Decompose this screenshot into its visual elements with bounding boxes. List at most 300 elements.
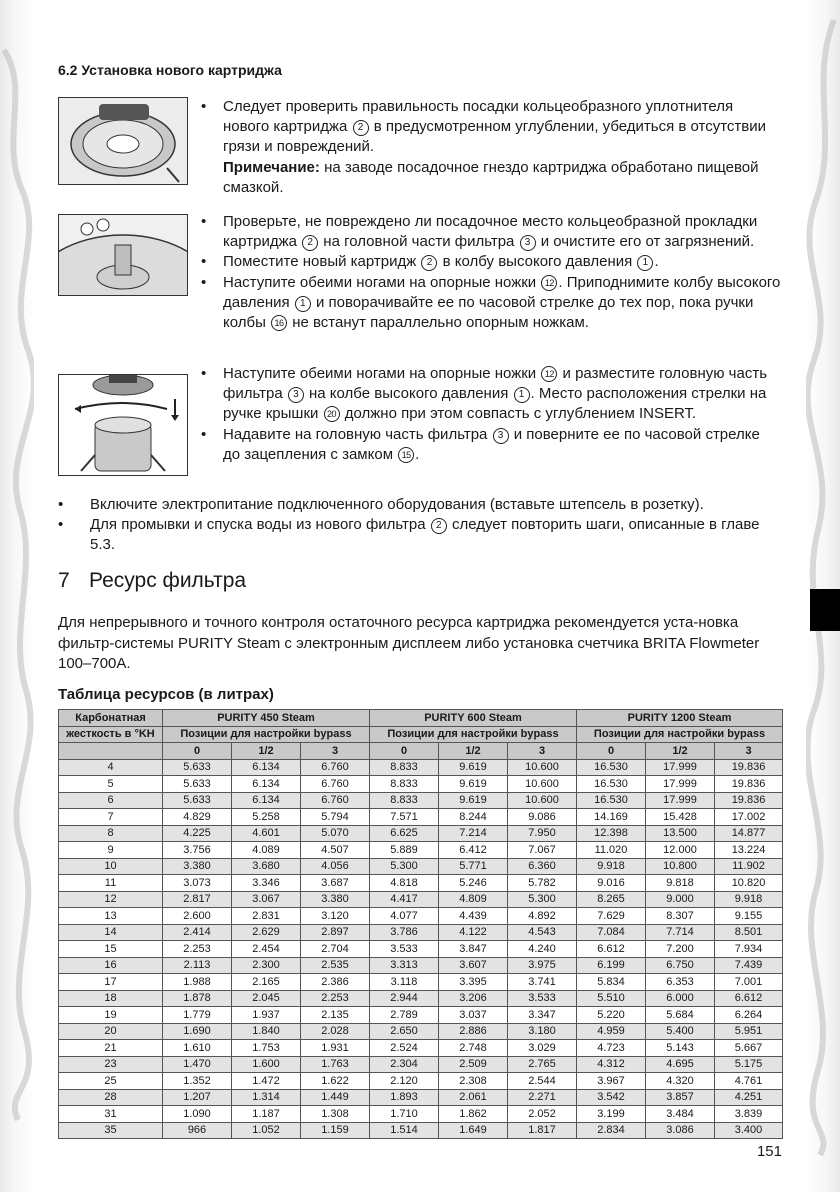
callout-number: 1 xyxy=(514,387,530,403)
instruction-text: и очистите его от загрязнений. xyxy=(536,233,755,251)
capacity-cell: 2.045 xyxy=(232,990,301,1007)
table-row xyxy=(59,941,783,958)
capacity-cell: 3.607 xyxy=(439,957,508,974)
table-row xyxy=(59,908,783,925)
capacity-cell: 2.897 xyxy=(301,924,370,941)
instruction-block-2 xyxy=(201,212,781,333)
capacity-cell: 17.999 xyxy=(646,759,715,776)
table-row xyxy=(59,990,783,1007)
callout-number: 2 xyxy=(353,120,369,136)
capacity-cell: 16.530 xyxy=(577,759,646,776)
capacity-cell: 11.020 xyxy=(577,842,646,859)
capacity-cell: 4.809 xyxy=(439,891,508,908)
hardness-cell: 18 xyxy=(59,990,163,1007)
capacity-cell: 3.073 xyxy=(163,875,232,892)
hardness-cell: 7 xyxy=(59,809,163,826)
capacity-cell: 2.454 xyxy=(232,941,301,958)
capacity-cell: 1.710 xyxy=(370,1106,439,1123)
instruction-text: и поворачивайте ее по часовой стрелке до тех пор, пока ручки колбы xyxy=(223,293,754,332)
capacity-cell: 1.931 xyxy=(301,1040,370,1057)
capacity-cell: 3.680 xyxy=(232,858,301,875)
capacity-cell: 9.000 xyxy=(646,891,715,908)
table-row xyxy=(59,891,783,908)
callout-number: 15 xyxy=(398,447,414,463)
table-header-row xyxy=(59,710,783,727)
callout-number: 3 xyxy=(493,428,509,444)
figure-filter-head xyxy=(58,214,188,296)
capacity-cell: 1.472 xyxy=(232,1073,301,1090)
capacity-cell: 3.741 xyxy=(508,974,577,991)
hardness-cell: 15 xyxy=(59,941,163,958)
cartridge-seal-illustration xyxy=(59,98,187,184)
callout-number: 16 xyxy=(271,315,287,331)
capacity-cell: 4.959 xyxy=(577,1023,646,1040)
position-header: 1/2 xyxy=(646,743,715,760)
instruction-text: на головной части фильтра xyxy=(319,233,519,251)
capacity-cell: 4.543 xyxy=(508,924,577,941)
final-instructions xyxy=(58,495,782,556)
capacity-cell: 9.619 xyxy=(439,776,508,793)
hardness-cell: 14 xyxy=(59,924,163,941)
capacity-cell: 2.509 xyxy=(439,1056,508,1073)
capacity-cell: 4.122 xyxy=(439,924,508,941)
instruction-text: на колбе высокого давления xyxy=(304,385,513,403)
capacity-cell: 966 xyxy=(163,1122,232,1139)
capacity-cell: 2.834 xyxy=(577,1122,646,1139)
callout-number: 12 xyxy=(541,275,557,291)
capacity-cell: 1.314 xyxy=(232,1089,301,1106)
capacity-cell: 1.753 xyxy=(232,1040,301,1057)
capacity-cell: 17.999 xyxy=(646,792,715,809)
capacity-cell: 1.187 xyxy=(232,1106,301,1123)
chapter-number: 7 xyxy=(58,569,70,592)
capacity-cell: 1.763 xyxy=(301,1056,370,1073)
capacity-cell: 3.857 xyxy=(646,1089,715,1106)
capacity-cell: 13.224 xyxy=(715,842,783,859)
capacity-cell: 2.831 xyxy=(232,908,301,925)
table-row xyxy=(59,1056,783,1073)
capacity-cell: 17.002 xyxy=(715,809,783,826)
capacity-cell: 5.633 xyxy=(163,792,232,809)
table-row xyxy=(59,858,783,875)
figure-filter-assembly xyxy=(58,374,188,476)
capacity-cell: 4.723 xyxy=(577,1040,646,1057)
group-header: PURITY 600 Steam xyxy=(370,710,577,727)
capacity-cell: 2.386 xyxy=(301,974,370,991)
capacity-cell: 5.667 xyxy=(715,1040,783,1057)
capacity-cell: 5.400 xyxy=(646,1023,715,1040)
callout-number: 12 xyxy=(541,366,557,382)
table-row xyxy=(59,825,783,842)
position-header: 3 xyxy=(301,743,370,760)
capacity-cell: 7.001 xyxy=(715,974,783,991)
hardness-cell: 10 xyxy=(59,858,163,875)
filter-assembly-illustration xyxy=(59,375,187,475)
capacity-cell: 2.817 xyxy=(163,891,232,908)
capacity-cell: 1.514 xyxy=(370,1122,439,1139)
instruction-text: Надавите на головную часть фильтра xyxy=(223,425,492,443)
capacity-cell: 9.918 xyxy=(715,891,783,908)
instruction-bullet xyxy=(201,97,781,158)
callout-number: 2 xyxy=(302,235,318,251)
table-row xyxy=(59,1023,783,1040)
page-edge-left xyxy=(0,0,34,1192)
capacity-cell: 16.530 xyxy=(577,792,646,809)
callout-number: 3 xyxy=(520,235,536,251)
instruction-text: Поместите новый картридж xyxy=(223,253,421,271)
capacity-cell: 6.134 xyxy=(232,759,301,776)
capacity-cell: 3.756 xyxy=(163,842,232,859)
capacity-cell: 19.836 xyxy=(715,776,783,793)
capacity-cell: 3.029 xyxy=(508,1040,577,1057)
capacity-cell: 8.501 xyxy=(715,924,783,941)
capacity-cell: 6.134 xyxy=(232,792,301,809)
capacity-cell: 2.165 xyxy=(232,974,301,991)
hardness-cell: 21 xyxy=(59,1040,163,1057)
instruction-text: Для промывки и спуска воды из нового фильтра xyxy=(90,516,430,534)
table-row xyxy=(59,776,783,793)
capacity-cell: 2.414 xyxy=(163,924,232,941)
capacity-cell: 3.347 xyxy=(508,1007,577,1024)
capacity-cell: 3.118 xyxy=(370,974,439,991)
callout-number: 2 xyxy=(421,255,437,271)
capacity-cell: 3.313 xyxy=(370,957,439,974)
capacity-cell: 2.748 xyxy=(439,1040,508,1057)
hardness-cell: 23 xyxy=(59,1056,163,1073)
instruction-text: Следует проверить правильность посадки кольцеобразного уплотнителя нового картриджа xyxy=(223,98,734,136)
capacity-cell: 4.320 xyxy=(646,1073,715,1090)
capacity-cell: 6.750 xyxy=(646,957,715,974)
capacity-cell: 3.199 xyxy=(577,1106,646,1123)
hardness-cell: 35 xyxy=(59,1122,163,1139)
instruction-text: Наступите обеими ногами на опорные ножки xyxy=(223,365,541,382)
capacity-cell: 7.571 xyxy=(370,809,439,826)
table-row xyxy=(59,957,783,974)
capacity-cell: 1.690 xyxy=(163,1023,232,1040)
capacity-cell: 4.417 xyxy=(370,891,439,908)
bypass-header: Позиции для настройки bypass xyxy=(163,726,370,743)
capacity-cell: 5.300 xyxy=(370,858,439,875)
capacity-cell: 3.484 xyxy=(646,1106,715,1123)
capacity-cell: 7.067 xyxy=(508,842,577,859)
instruction-bullet xyxy=(58,495,782,515)
capacity-cell: 5.951 xyxy=(715,1023,783,1040)
hardness-cell: 31 xyxy=(59,1106,163,1123)
capacity-cell: 14.169 xyxy=(577,809,646,826)
table-header-row xyxy=(59,726,783,743)
instruction-text: и разместите головную часть фильтра xyxy=(223,365,768,403)
capacity-cell: 2.650 xyxy=(370,1023,439,1040)
capacity-cell: 4.507 xyxy=(301,842,370,859)
capacity-cell: 2.113 xyxy=(163,957,232,974)
group-header: PURITY 1200 Steam xyxy=(577,710,783,727)
capacity-cell: 3.533 xyxy=(370,941,439,958)
table-row xyxy=(59,842,783,859)
position-header: 1/2 xyxy=(439,743,508,760)
table-row xyxy=(59,809,783,826)
capacity-cell: 1.988 xyxy=(163,974,232,991)
capacity-cell: 7.950 xyxy=(508,825,577,842)
capacity-cell: 5.175 xyxy=(715,1056,783,1073)
capacity-cell: 1.159 xyxy=(301,1122,370,1139)
capacity-cell: 1.840 xyxy=(232,1023,301,1040)
capacity-cell: 5.300 xyxy=(508,891,577,908)
capacity-cell: 8.265 xyxy=(577,891,646,908)
hardness-cell: 12 xyxy=(59,891,163,908)
capacity-cell: 2.052 xyxy=(508,1106,577,1123)
capacity-cell: 6.760 xyxy=(301,792,370,809)
capacity-cell: 3.067 xyxy=(232,891,301,908)
table-row xyxy=(59,924,783,941)
callout-number: 1 xyxy=(637,255,653,271)
capacity-cell: 16.530 xyxy=(577,776,646,793)
filter-head-illustration xyxy=(59,215,187,295)
decorative-swirl-right xyxy=(806,10,840,1160)
capacity-cell: 5.889 xyxy=(370,842,439,859)
capacity-cell: 6.412 xyxy=(439,842,508,859)
capacity-cell: 9.086 xyxy=(508,809,577,826)
capacity-cell: 2.886 xyxy=(439,1023,508,1040)
capacity-cell: 2.308 xyxy=(439,1073,508,1090)
capacity-cell: 7.934 xyxy=(715,941,783,958)
capacity-cell: 3.180 xyxy=(508,1023,577,1040)
callout-number: 1 xyxy=(295,296,311,312)
capacity-cell: 3.967 xyxy=(577,1073,646,1090)
capacity-cell: 4.695 xyxy=(646,1056,715,1073)
hardness-cell: 6 xyxy=(59,792,163,809)
capacity-cell: 9.016 xyxy=(577,875,646,892)
capacity-cell: 2.629 xyxy=(232,924,301,941)
capacity-cell: 3.839 xyxy=(715,1106,783,1123)
capacity-cell: 5.771 xyxy=(439,858,508,875)
capacity-cell: 2.271 xyxy=(508,1089,577,1106)
page-number: 151 xyxy=(756,1143,782,1160)
capacity-cell: 5.633 xyxy=(163,776,232,793)
instruction-bullet xyxy=(201,252,781,272)
instruction-bullet xyxy=(58,515,782,555)
capacity-cell: 3.395 xyxy=(439,974,508,991)
capacity-cell: 14.877 xyxy=(715,825,783,842)
table-row xyxy=(59,875,783,892)
capacity-cell: 1.893 xyxy=(370,1089,439,1106)
capacity-cell: 1.207 xyxy=(163,1089,232,1106)
hardness-cell: 9 xyxy=(59,842,163,859)
position-header: 0 xyxy=(163,743,232,760)
instruction-text: . xyxy=(415,445,420,463)
position-header: 3 xyxy=(715,743,783,760)
hardness-header: Карбонатная xyxy=(59,710,163,727)
table-row xyxy=(59,1073,783,1090)
capacity-cell: 6.612 xyxy=(577,941,646,958)
instruction-block-3 xyxy=(201,364,781,465)
note-label: Примечание: xyxy=(223,158,320,176)
table-row xyxy=(59,792,783,809)
chapter-tab-marker xyxy=(810,589,840,631)
instruction-text: . Место расположения стрелки на ручке крышки xyxy=(223,385,767,423)
table-row xyxy=(59,1106,783,1123)
capacity-cell: 1.862 xyxy=(439,1106,508,1123)
capacity-cell: 3.120 xyxy=(301,908,370,925)
capacity-cell: 17.999 xyxy=(646,776,715,793)
capacity-cell: 6.134 xyxy=(232,776,301,793)
capacity-cell: 10.800 xyxy=(646,858,715,875)
table-row xyxy=(59,1007,783,1024)
capacity-cell: 6.353 xyxy=(646,974,715,991)
table-caption: Таблица ресурсов (в литрах) xyxy=(58,686,274,703)
hardness-cell: 20 xyxy=(59,1023,163,1040)
capacity-cell: 5.246 xyxy=(439,875,508,892)
capacity-cell: 7.084 xyxy=(577,924,646,941)
capacity-cell: 3.380 xyxy=(301,891,370,908)
capacity-cell: 4.892 xyxy=(508,908,577,925)
capacity-cell: 2.600 xyxy=(163,908,232,925)
decorative-swirl-left xyxy=(0,30,34,1130)
hardness-cell: 19 xyxy=(59,1007,163,1024)
capacity-cell: 15.428 xyxy=(646,809,715,826)
capacity-cell: 1.622 xyxy=(301,1073,370,1090)
capacity-cell: 10.600 xyxy=(508,792,577,809)
capacity-cell: 3.400 xyxy=(715,1122,783,1139)
capacity-cell: 2.028 xyxy=(301,1023,370,1040)
capacity-cell: 9.918 xyxy=(577,858,646,875)
capacity-cell: 4.056 xyxy=(301,858,370,875)
capacity-cell: 3.786 xyxy=(370,924,439,941)
capacity-cell: 1.449 xyxy=(301,1089,370,1106)
bypass-header: Позиции для настройки bypass xyxy=(577,726,783,743)
note-text: на заводе посадочное гнездо картриджа обработано пищевой смазкой. xyxy=(223,158,759,196)
capacity-cell: 3.975 xyxy=(508,957,577,974)
capacity-cell: 5.220 xyxy=(577,1007,646,1024)
table-body xyxy=(59,759,783,1139)
capacity-cell: 19.836 xyxy=(715,759,783,776)
callout-number: 20 xyxy=(324,406,340,422)
capacity-cell: 3.847 xyxy=(439,941,508,958)
instruction-text: Проверьте, не повреждено ли посадочное место кольцеобразной прокладки картриджа xyxy=(223,213,758,251)
capacity-cell: 2.304 xyxy=(370,1056,439,1073)
instruction-text: в колбу высокого давления xyxy=(438,253,637,271)
hardness-cell: 4 xyxy=(59,759,163,776)
capacity-cell: 4.240 xyxy=(508,941,577,958)
instruction-text: не встанут параллельно опорным ножкам. xyxy=(288,314,589,332)
section-heading: 6.2 Установка нового картриджа xyxy=(58,62,282,78)
position-header: 1/2 xyxy=(232,743,301,760)
capacity-cell: 2.704 xyxy=(301,941,370,958)
capacity-cell: 2.544 xyxy=(508,1073,577,1090)
capacity-cell: 2.253 xyxy=(163,941,232,958)
capacity-cell: 12.398 xyxy=(577,825,646,842)
capacity-cell: 2.061 xyxy=(439,1089,508,1106)
instruction-text: . Приподнимите колбу высокого давления xyxy=(223,273,781,311)
capacity-cell: 2.120 xyxy=(370,1073,439,1090)
position-header: 3 xyxy=(508,743,577,760)
capacity-cell: 7.214 xyxy=(439,825,508,842)
capacity-cell: 7.439 xyxy=(715,957,783,974)
hardness-cell: 16 xyxy=(59,957,163,974)
instruction-block-1 xyxy=(201,97,781,198)
capacity-cell: 1.600 xyxy=(232,1056,301,1073)
bypass-header: Позиции для настройки bypass xyxy=(370,726,577,743)
hardness-cell: 11 xyxy=(59,875,163,892)
capacity-cell: 1.352 xyxy=(163,1073,232,1090)
instruction-bullet xyxy=(201,212,781,252)
position-header: 0 xyxy=(577,743,646,760)
capacity-cell: 10.600 xyxy=(508,776,577,793)
instruction-text: и поверните ее по часовой стрелке до зацепления с замком xyxy=(223,425,760,463)
instruction-text: . xyxy=(654,253,659,271)
capacity-cell: 10.600 xyxy=(508,759,577,776)
instruction-text: следует повторить шаги, описанные в главе 5.3. xyxy=(90,516,760,554)
table-row xyxy=(59,759,783,776)
capacity-cell: 6.199 xyxy=(577,957,646,974)
hardness-header: жесткость в °KH xyxy=(59,726,163,743)
instruction-text: в предусмотренном углублении, убедиться в отсутствии грязи и повреждений. xyxy=(223,118,767,156)
capacity-cell: 9.155 xyxy=(715,908,783,925)
capacity-cell: 6.760 xyxy=(301,776,370,793)
capacity-cell: 2.789 xyxy=(370,1007,439,1024)
capacity-cell: 4.601 xyxy=(232,825,301,842)
capacity-cell: 3.687 xyxy=(301,875,370,892)
capacity-cell: 9.619 xyxy=(439,759,508,776)
capacity-cell: 3.533 xyxy=(508,990,577,1007)
capacity-cell: 6.625 xyxy=(370,825,439,842)
capacity-cell: 7.200 xyxy=(646,941,715,958)
capacity-cell: 6.760 xyxy=(301,759,370,776)
table-header-row xyxy=(59,743,783,760)
capacity-cell: 1.817 xyxy=(508,1122,577,1139)
capacity-cell: 2.535 xyxy=(301,957,370,974)
capacity-cell: 8.833 xyxy=(370,776,439,793)
capacity-cell: 3.380 xyxy=(163,858,232,875)
capacity-cell: 4.312 xyxy=(577,1056,646,1073)
capacity-cell: 5.143 xyxy=(646,1040,715,1057)
table-row xyxy=(59,1122,783,1139)
capacity-cell: 5.510 xyxy=(577,990,646,1007)
capacity-cell: 1.052 xyxy=(232,1122,301,1139)
capacity-cell: 4.829 xyxy=(163,809,232,826)
chapter-title: Ресурс фильтра xyxy=(89,569,247,592)
hardness-header-empty xyxy=(59,743,163,760)
capacity-cell: 8.244 xyxy=(439,809,508,826)
capacity-cell: 4.439 xyxy=(439,908,508,925)
capacity-cell: 1.308 xyxy=(301,1106,370,1123)
capacity-cell: 1.779 xyxy=(163,1007,232,1024)
capacity-cell: 2.524 xyxy=(370,1040,439,1057)
capacity-cell: 5.834 xyxy=(577,974,646,991)
capacity-cell: 3.346 xyxy=(232,875,301,892)
capacity-cell: 3.542 xyxy=(577,1089,646,1106)
capacity-cell: 11.902 xyxy=(715,858,783,875)
group-header: PURITY 450 Steam xyxy=(163,710,370,727)
figure-cartridge-seal xyxy=(58,97,188,185)
capacity-cell: 6.360 xyxy=(508,858,577,875)
hardness-cell: 17 xyxy=(59,974,163,991)
capacity-cell: 4.089 xyxy=(232,842,301,859)
table-row xyxy=(59,1089,783,1106)
capacity-cell: 3.086 xyxy=(646,1122,715,1139)
capacity-cell: 5.070 xyxy=(301,825,370,842)
instruction-text: Включите электропитание подключенного оборудования (вставьте штепсель в розетку). xyxy=(90,496,704,513)
capacity-cell: 3.037 xyxy=(439,1007,508,1024)
capacity-cell: 1.878 xyxy=(163,990,232,1007)
note-paragraph xyxy=(201,158,781,198)
capacity-cell: 10.820 xyxy=(715,875,783,892)
capacity-cell: 7.714 xyxy=(646,924,715,941)
capacity-cell: 6.000 xyxy=(646,990,715,1007)
capacity-cell: 8.307 xyxy=(646,908,715,925)
capacity-cell: 5.684 xyxy=(646,1007,715,1024)
capacity-cell: 12.000 xyxy=(646,842,715,859)
capacity-cell: 2.253 xyxy=(301,990,370,1007)
